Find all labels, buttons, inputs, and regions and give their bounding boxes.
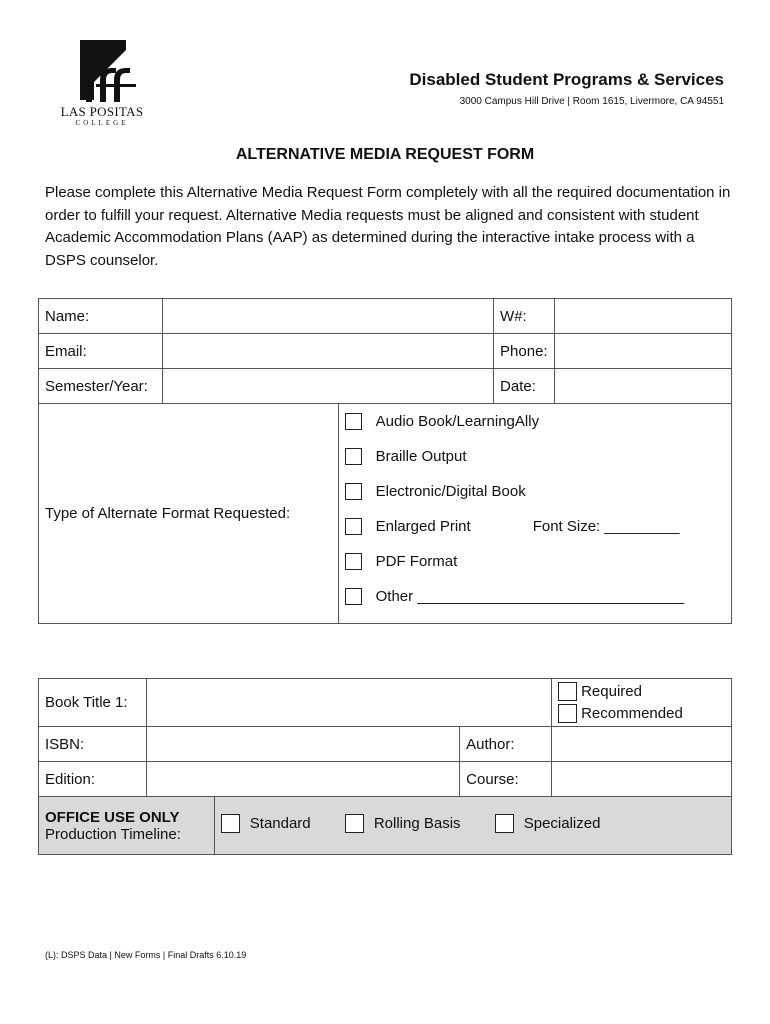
checkbox[interactable] — [345, 814, 364, 833]
checkbox[interactable] — [558, 682, 577, 701]
semester-label: Semester/Year: — [39, 369, 163, 404]
recommended-option[interactable]: Recommended — [558, 703, 725, 725]
checkbox[interactable] — [345, 553, 362, 570]
checkbox[interactable] — [345, 483, 362, 500]
format-option-audio[interactable]: Audio Book/LearningAlly — [339, 404, 731, 439]
office-use-cell — [39, 797, 215, 855]
intro-paragraph: Please complete this Alternative Media Request Form completely with all the required documentation in order to fulfill your request. Alternative Media requests must be aligned and consistent with student Academic Accommodation Plans (AAP) as determined during the interactive intake process with a DSPS counselor. — [45, 184, 731, 269]
course-label: Course: — [460, 762, 552, 797]
form-title: ALTERNATIVE MEDIA REQUEST FORM — [235, 146, 535, 163]
email-field[interactable] — [162, 334, 493, 369]
checkbox[interactable] — [495, 814, 514, 833]
checkbox[interactable] — [345, 413, 362, 430]
font-size-label: Font Size: _________ — [532, 518, 680, 535]
production-timeline-label: Production Timeline: — [45, 825, 181, 843]
date-label: Date: — [494, 369, 555, 404]
checkbox[interactable] — [345, 518, 362, 535]
format-option-pdf[interactable]: PDF Format — [339, 544, 731, 579]
checkbox[interactable] — [345, 588, 362, 605]
semester-field[interactable] — [162, 369, 493, 404]
date-field[interactable] — [554, 369, 731, 404]
checkbox[interactable] — [558, 704, 577, 723]
requirement-options — [552, 679, 732, 727]
format-option-other[interactable]: Other ________________________________ — [339, 579, 731, 614]
required-option[interactable]: Required — [558, 681, 725, 703]
college-name: LAS POSITAS — [60, 104, 144, 119]
book-title-label: Book Title 1: — [39, 679, 147, 727]
student-info-table — [38, 298, 732, 624]
edition-label: Edition: — [39, 762, 147, 797]
name-field[interactable] — [162, 299, 493, 334]
format-option-enlarged[interactable]: Enlarged Print Font Size: _________ — [339, 509, 731, 544]
footer-note: (L): DSPS Data | New Forms | Final Drafts 6.10.19 — [45, 950, 247, 960]
timeline-option-specialized[interactable]: Specialized — [495, 814, 601, 833]
college-subtitle: COLLEGE — [75, 119, 129, 127]
phone-label: Phone: — [494, 334, 555, 369]
book-info-table — [38, 678, 732, 855]
format-label: Type of Alternate Format Requested: — [39, 404, 339, 624]
format-option-braille[interactable]: Braille Output — [339, 439, 731, 474]
checkbox[interactable] — [221, 814, 240, 833]
timeline-option-rolling[interactable]: Rolling Basis — [345, 814, 461, 833]
name-label: Name: — [39, 299, 163, 334]
isbn-field[interactable] — [146, 727, 459, 762]
wnum-field[interactable] — [554, 299, 731, 334]
format-option-electronic[interactable]: Electronic/Digital Book — [339, 474, 731, 509]
email-label: Email: — [39, 334, 163, 369]
wnum-label: W#: — [494, 299, 555, 334]
isbn-label: ISBN: — [39, 727, 147, 762]
course-field[interactable] — [552, 762, 732, 797]
book-title-field[interactable] — [146, 679, 551, 727]
timeline-option-standard[interactable]: Standard — [221, 814, 311, 833]
format-options — [338, 404, 731, 624]
checkbox[interactable] — [345, 448, 362, 465]
timeline-options — [214, 797, 731, 855]
phone-field[interactable] — [554, 334, 731, 369]
edition-field[interactable] — [146, 762, 459, 797]
office-use-label: OFFICE USE ONLY — [45, 808, 180, 826]
author-label: Author: — [460, 727, 552, 762]
author-field[interactable] — [552, 727, 732, 762]
department-address: 3000 Campus Hill Drive | Room 1615, Livermore, CA 94551 — [459, 96, 724, 107]
department-name: Disabled Student Programs & Services — [409, 70, 724, 89]
